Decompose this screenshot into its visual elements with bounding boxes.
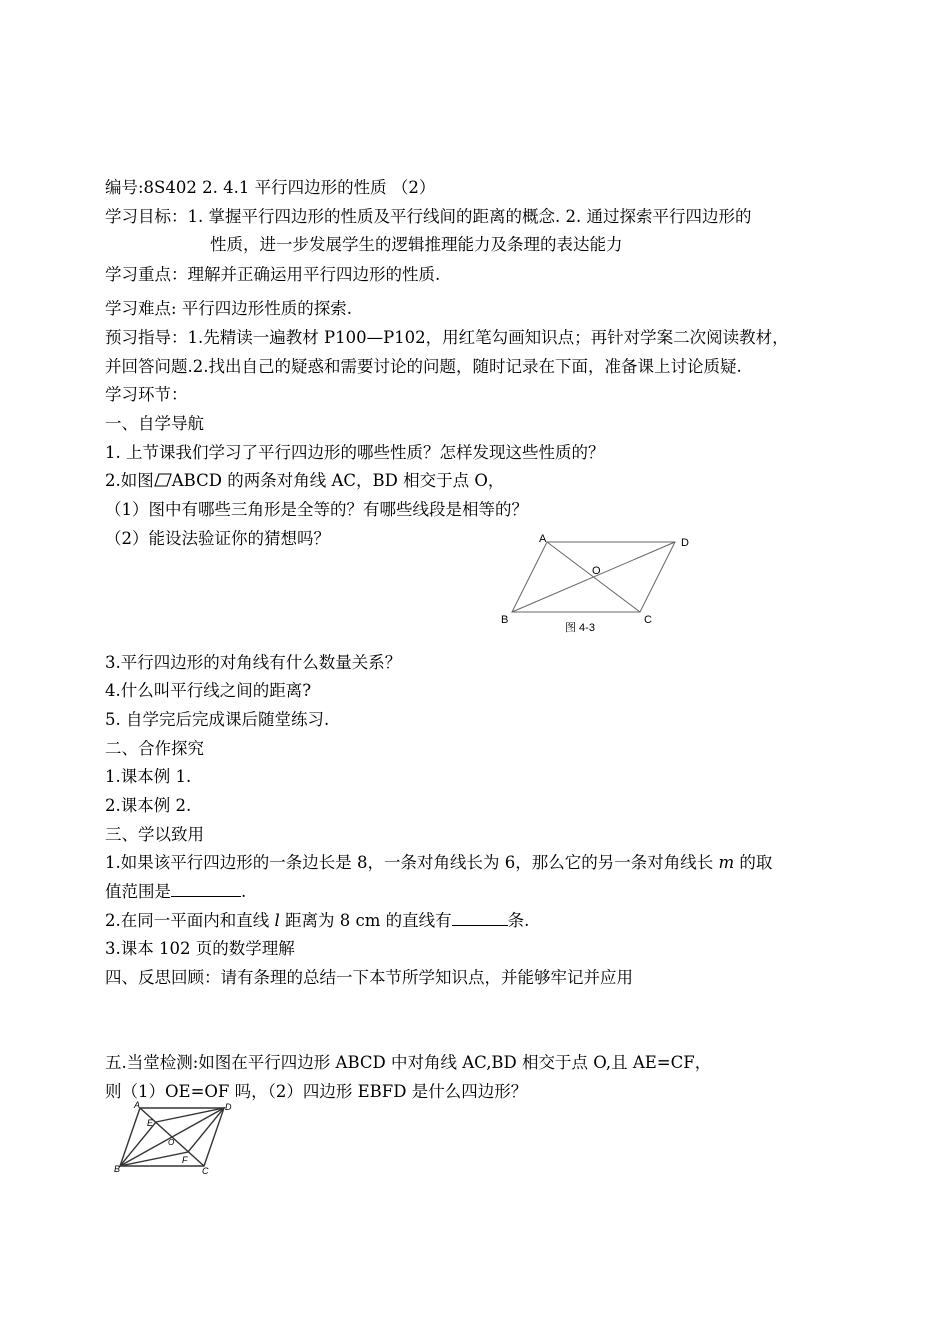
part2-item2: 2.课本例 2. bbox=[105, 796, 192, 815]
part1-q3: 3.平行四边形的对角线有什么数量关系？ bbox=[105, 653, 402, 672]
parallelogram-symbol-icon bbox=[154, 473, 172, 487]
part2-item1: 1.课本例 1. bbox=[105, 767, 192, 786]
part5-line2: 则（1）OE=OF 吗，（2）四边形 EBFD 是什么四边形？ bbox=[105, 1082, 528, 1101]
part1-q5: 5. 自学完后完成课后随堂练习. bbox=[105, 710, 330, 729]
figure-parallelogram-4-3 bbox=[495, 530, 710, 638]
fig2-diagonal-bd bbox=[120, 1108, 224, 1166]
fig2-label-f: F bbox=[182, 1155, 188, 1165]
q1-text-a: 1.如果该平行四边形的一条边长是 8，一条对角线长为 6，那么它的另一条对角线长 bbox=[105, 853, 719, 872]
section-steps: 学习环节： bbox=[105, 385, 188, 404]
fig2-label-b: B bbox=[114, 1164, 121, 1174]
preview-line-1: 预习指导：1.先精读一遍教材 P100—P102，用红笔勾画知识点；再针对学案二次阅读教材， bbox=[105, 328, 789, 347]
fig1-label-o: O bbox=[592, 565, 601, 577]
figure-parallelogram-ebfd bbox=[112, 1100, 237, 1175]
fig2-label-d: D bbox=[225, 1102, 232, 1112]
q2-prefix: 2.如图 bbox=[105, 471, 154, 490]
fig2-label-c: C bbox=[202, 1166, 209, 1175]
fig1-label-b: B bbox=[501, 614, 509, 626]
q2-blank[interactable] bbox=[452, 911, 508, 926]
fig2-label-a: A bbox=[134, 1100, 141, 1110]
fig1-label-a: A bbox=[539, 533, 547, 545]
part2-title: 二、合作探究 bbox=[105, 739, 204, 758]
part1-q4: 4.什么叫平行线之间的距离? bbox=[105, 681, 312, 700]
q1-text-c: 值范围是 bbox=[105, 882, 171, 901]
part3-q2 bbox=[105, 910, 529, 932]
q1-text-b: 的取 bbox=[734, 853, 773, 872]
difficulty: 学习难点: 平行四边形性质的探索. bbox=[105, 299, 353, 318]
part4-title: 四、反思回顾：请有条理的总结一下本节所学知识点，并能够牢记并应用 bbox=[105, 968, 633, 987]
preview-line-2: 并回答问题.2.找出自己的疑惑和需要讨论的问题，随时记录在下面，准备课上讨论质疑. bbox=[105, 357, 742, 376]
q1-var-m: m bbox=[718, 853, 735, 872]
fig1-label-d: D bbox=[681, 537, 689, 549]
part3-title: 三、学以致用 bbox=[105, 825, 204, 844]
q2-text-a: 2.在同一平面内和直线 bbox=[105, 911, 275, 930]
fig2-label-e: E bbox=[147, 1118, 154, 1128]
q2-end: 条. bbox=[507, 911, 530, 930]
fig1-label-c: C bbox=[644, 614, 652, 626]
q2-text-b: 距离为 8 cm 的直线有 bbox=[279, 911, 452, 930]
part3-q3: 3.课本 102 页的数学理解 bbox=[105, 939, 295, 958]
part1-q1: 1. 上节课我们学习了平行四边形的哪些性质？怎样发现这些性质的？ bbox=[105, 443, 605, 462]
q2-var-l: l bbox=[274, 911, 280, 930]
q1-end: . bbox=[241, 882, 247, 901]
fig2-label-o: O bbox=[168, 1138, 175, 1147]
part3-q1-line2 bbox=[105, 881, 246, 903]
objectives-line-1: 学习目标：1. 掌握平行四边形的性质及平行线间的距离的概念. 2. 通过探索平行四边形的 bbox=[105, 207, 752, 226]
q2-suffix: ABCD 的两条对角线 AC，BD 相交于点 O， bbox=[171, 471, 505, 490]
part1-title: 一、自学导航 bbox=[105, 414, 204, 433]
fig1-caption: 图 4-3 bbox=[565, 622, 595, 634]
key-point: 学习重点：理解并正确运用平行四边形的性质. bbox=[105, 265, 441, 284]
part5-line1: 五.当堂检测:如图在平行四边形 ABCD 中对角线 AC,BD 相交于点 O,且 AE=CF， bbox=[105, 1053, 712, 1072]
objectives-line-2: 性质，进一步发展学生的逻辑推理能力及条理的表达能力 bbox=[210, 235, 623, 254]
header-code-line: 编号:8S402 2. 4.1 平行四边形的性质 （2） bbox=[105, 178, 436, 197]
part1-q2-sub2: （2）能设法验证你的猜想吗？ bbox=[105, 529, 330, 548]
diagonal-bd bbox=[512, 542, 675, 612]
part1-q2 bbox=[105, 470, 504, 492]
part1-q2-sub1: （1）图中有哪些三角形是全等的？有哪些线段是相等的？ bbox=[105, 500, 528, 519]
q1-blank[interactable] bbox=[171, 882, 241, 897]
part3-q1-line1 bbox=[105, 852, 772, 874]
